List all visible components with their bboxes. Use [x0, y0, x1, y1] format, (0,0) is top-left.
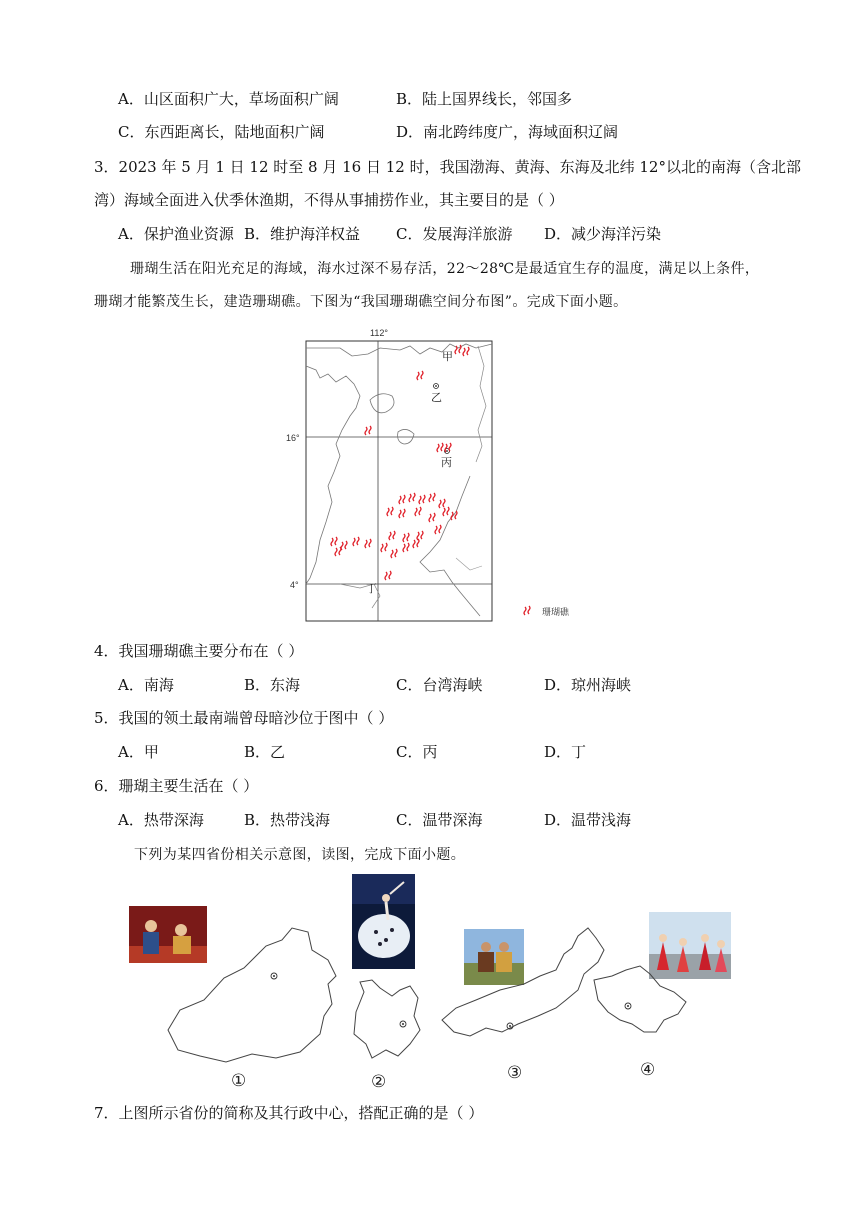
q3-stem-line2: 湾）海域全面进入伏季休渔期，不得从事捕捞作业，其主要目的是（ ） — [94, 191, 564, 209]
province-label-3: ③ — [507, 1063, 523, 1083]
q4-option-c: C．台湾海峡 — [396, 676, 483, 694]
q6-option-c: C．温带深海 — [396, 811, 483, 829]
map-label-yi: 乙 — [431, 391, 442, 404]
map-label-ding: 丁 — [366, 582, 377, 595]
map-label-bing: 丙 — [441, 456, 452, 469]
province-label-1: ① — [231, 1071, 247, 1091]
q3-option-a: A．保护渔业资源 — [118, 225, 234, 243]
passage1-line2: 珊瑚才能繁茂生长，建造珊瑚礁。下图为“我国珊瑚礁空间分布图”。完成下面小题。 — [94, 294, 628, 310]
q5-option-b: B．乙 — [244, 743, 286, 761]
passage2: 下列为某四省份相关示意图，读图，完成下面小题。 — [134, 847, 466, 863]
coral-reef-map — [280, 326, 600, 626]
province-label-4: ④ — [640, 1060, 656, 1080]
province-outline-3 — [442, 928, 604, 1036]
q6-option-b: B．热带浅海 — [244, 811, 331, 829]
map-legend-label: 珊瑚礁 — [542, 607, 570, 617]
lat-label-4: 4° — [290, 580, 299, 590]
q2-option-a: A．山区面积广大，草场面积广阔 — [118, 90, 339, 108]
q3-stem-line1: 3．2023 年 5 月 1 日 12 时至 8 月 16 日 12 时，我国渤海、黄海、东海及北纬 12°以北的南海（含北部 — [94, 158, 801, 176]
lon-label-112: 112° — [370, 328, 388, 338]
q7-stem: 7．上图所示省份的简称及其行政中心，搭配正确的是（ ） — [94, 1104, 484, 1122]
q4-option-b: B．东海 — [244, 676, 301, 694]
q5-option-d: D．丁 — [544, 743, 587, 761]
province-label-2: ② — [371, 1072, 387, 1092]
q6-stem: 6．珊瑚主要生活在（ ） — [94, 777, 259, 795]
province-outlines — [160, 920, 700, 1070]
province-outline-1 — [168, 928, 336, 1062]
q2-option-d: D．南北跨纬度广，海域面积辽阔 — [396, 123, 619, 141]
q2-option-c: C．东西距离长，陆地面积广阔 — [118, 123, 325, 141]
q3-option-c: C．发展海洋旅游 — [396, 225, 513, 243]
province-outline-4 — [594, 966, 686, 1032]
q3-option-b: B．维护海洋权益 — [244, 225, 361, 243]
q3-option-d: D．减少海洋污染 — [544, 225, 662, 243]
province-outline-2 — [354, 980, 420, 1058]
q6-option-a: A．热带深海 — [118, 811, 204, 829]
q5-option-a: A．甲 — [118, 743, 159, 761]
passage1-line1: 珊瑚生活在阳光充足的海域，海水过深不易存活，22～28℃是最适宜生存的温度，满足以上条件， — [130, 261, 760, 277]
q2-option-b: B．陆上国界线长，邻国多 — [396, 90, 573, 108]
lat-label-16: 16° — [286, 433, 300, 443]
q5-stem: 5．我国的领土最南端曾母暗沙位于图中（ ） — [94, 709, 394, 727]
q4-option-a: A．南海 — [118, 676, 174, 694]
q5-option-c: C．丙 — [396, 743, 438, 761]
map-label-jia: 甲 — [442, 350, 453, 363]
q4-option-d: D．琼州海峡 — [544, 676, 632, 694]
q4-stem: 4．我国珊瑚礁主要分布在（ ） — [94, 642, 304, 660]
q6-option-d: D．温带浅海 — [544, 811, 632, 829]
